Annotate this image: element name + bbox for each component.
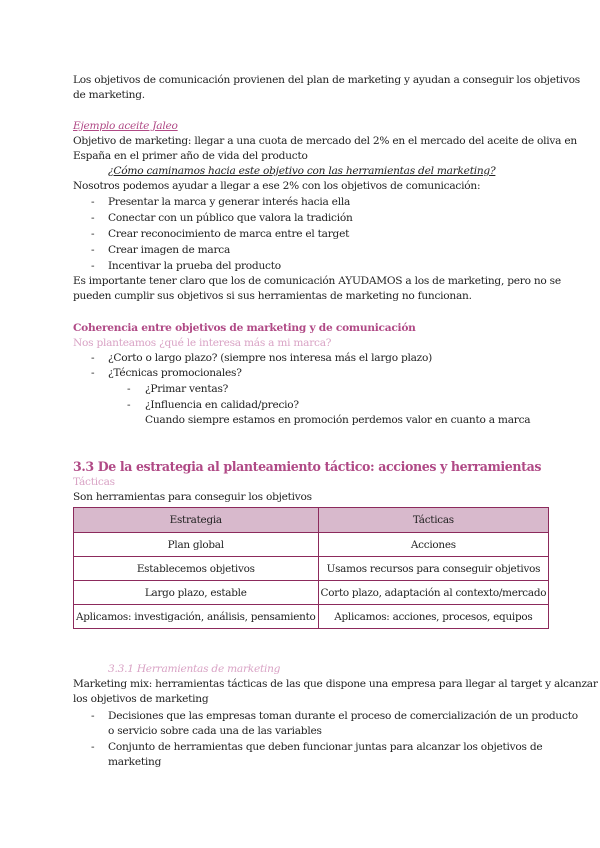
table-row bbox=[74, 557, 549, 581]
bullet-dash: - bbox=[91, 352, 95, 364]
coherence-title: Coherencia entre objetivos de marketing y de comunicación bbox=[73, 322, 416, 334]
table-header-row bbox=[74, 508, 549, 533]
section-lead: Son herramientas para conseguir los objetivos bbox=[73, 491, 312, 503]
section-heading: 3.3 De la estrategia al planteamiento táctico: acciones y herramientas bbox=[73, 459, 542, 474]
intro-line-2: de marketing. bbox=[73, 89, 145, 101]
example-objective-line-2: España en el primer año de vida del producto bbox=[73, 150, 308, 162]
list-item: Conjunto de herramientas que deben funcionar juntas para alcanzar los objetivos de bbox=[108, 741, 543, 753]
list-item-continuation: marketing bbox=[108, 756, 162, 768]
table-cell: Establecemos objetivos bbox=[74, 557, 319, 581]
sub-note: Cuando siempre estamos en promoción perdemos valor en cuanto a marca bbox=[145, 414, 531, 426]
bullet-dash: - bbox=[91, 741, 95, 753]
list-item: Conectar con un público que valora la tradición bbox=[108, 212, 353, 224]
table-cell: Usamos recursos para conseguir objetivos bbox=[318, 557, 549, 581]
bullet-dash: - bbox=[91, 367, 95, 379]
example-note-line-1: Es importante tener claro que los de comunicación AYUDAMOS a los de marketing, pero no se bbox=[73, 275, 561, 287]
table-row bbox=[74, 581, 549, 605]
list-item: ¿Corto o largo plazo? (siempre nos interesa más el largo plazo) bbox=[108, 352, 433, 364]
example-objective-line-1: Objetivo de marketing: llegar a una cuota de mercado del 2% en el mercado del aceite de oliva en bbox=[73, 135, 577, 147]
column-header-tacticas: Tácticas bbox=[318, 508, 549, 533]
bullet-dash: - bbox=[91, 196, 95, 208]
intro-line-1: Los objetivos de comunicación provienen del plan de marketing y ayudan a conseguir los objetivos bbox=[73, 74, 580, 86]
list-item: Decisiones que las empresas toman durante el proceso de comercialización de un producto bbox=[108, 710, 578, 722]
table-cell: Corto plazo, adaptación al contexto/mercado bbox=[318, 581, 549, 605]
table-row bbox=[74, 605, 549, 629]
tools-line-2: los objetivos de marketing bbox=[73, 693, 209, 705]
example-title: Ejemplo aceite Jaleo bbox=[73, 120, 178, 132]
sub-list-item: ¿Influencia en calidad/precio? bbox=[145, 399, 299, 411]
bullet-dash: - bbox=[91, 228, 95, 240]
bullet-dash: - bbox=[91, 710, 95, 722]
table-row bbox=[74, 533, 549, 557]
column-header-estrategia: Estrategia bbox=[74, 508, 319, 533]
tools-line-1: Marketing mix: herramientas tácticas de las que dispone una empresa para llegar al target y alcanzar bbox=[73, 678, 598, 690]
bullet-dash: - bbox=[127, 399, 131, 411]
bullet-dash: - bbox=[127, 383, 131, 395]
table-cell: Acciones bbox=[318, 533, 549, 557]
list-item: Presentar la marca y generar interés hacia ella bbox=[108, 196, 351, 208]
table-cell: Aplicamos: investigación, análisis, pensamiento bbox=[74, 605, 319, 629]
bullet-dash: - bbox=[91, 212, 95, 224]
example-question: ¿Cómo caminamos hacia este objetivo con las herramientas del marketing? bbox=[108, 165, 496, 177]
strategy-tactics-table bbox=[73, 507, 549, 629]
list-item: ¿Técnicas promocionales? bbox=[108, 367, 242, 379]
section-subheading: Tácticas bbox=[73, 476, 115, 488]
list-item: Crear imagen de marca bbox=[108, 244, 231, 256]
bullet-dash: - bbox=[91, 260, 95, 272]
table-cell: Plan global bbox=[74, 533, 319, 557]
list-item-continuation: o servicio sobre cada una de las variables bbox=[108, 725, 322, 737]
list-item: Incentivar la prueba del producto bbox=[108, 260, 281, 272]
list-item: Crear reconocimiento de marca entre el target bbox=[108, 228, 350, 240]
bullet-dash: - bbox=[91, 244, 95, 256]
sub-list-item: ¿Primar ventas? bbox=[145, 383, 229, 395]
example-lead: Nosotros podemos ayudar a llegar a ese 2% con los objetivos de comunicación: bbox=[73, 180, 481, 192]
tools-heading: 3.3.1 Herramientas de marketing bbox=[108, 663, 281, 675]
table-cell: Aplicamos: acciones, procesos, equipos bbox=[318, 605, 549, 629]
example-note-line-2: pueden cumplir sus objetivos si sus herramientas de marketing no funcionan. bbox=[73, 290, 472, 302]
coherence-subtitle: Nos planteamos ¿qué le interesa más a mi marca? bbox=[73, 337, 332, 349]
table-cell: Largo plazo, estable bbox=[74, 581, 319, 605]
